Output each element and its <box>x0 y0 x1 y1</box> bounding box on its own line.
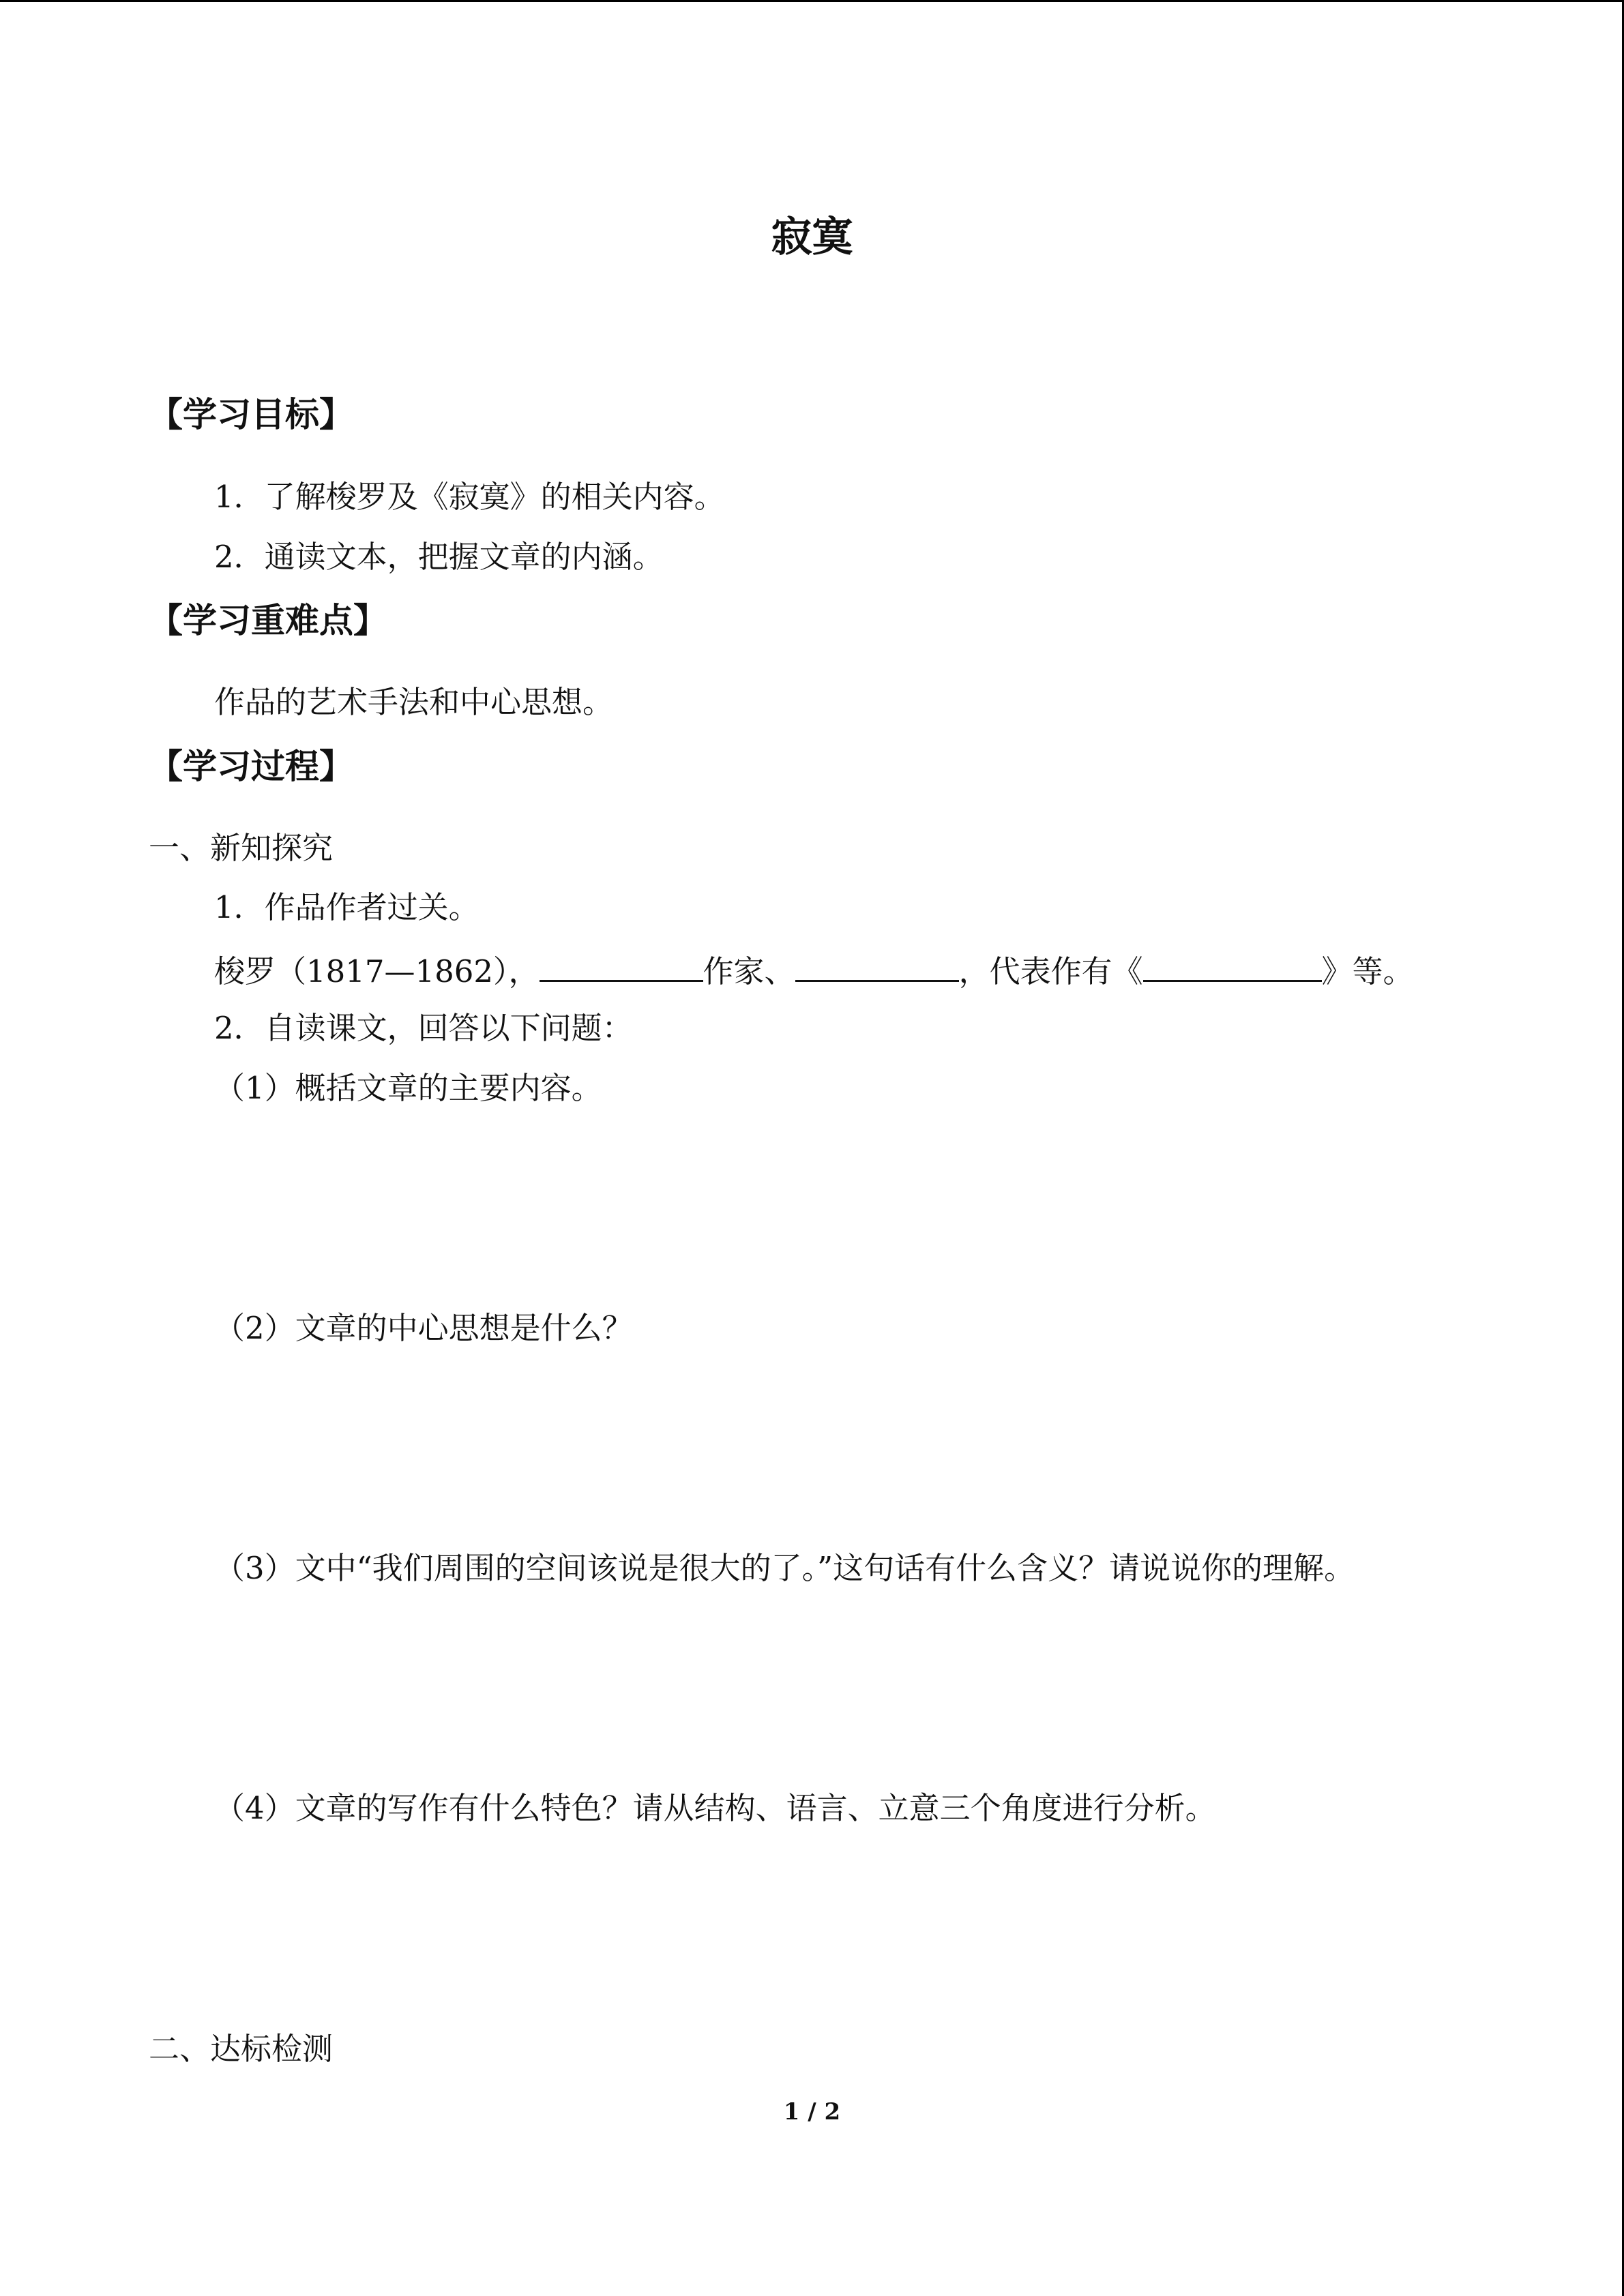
part1-title: 一、新知探究 <box>149 830 334 866</box>
question-1-title: 1．作品作者过关。 <box>214 889 479 925</box>
blank-field-3[interactable] <box>1143 953 1322 982</box>
objective-item-2: 2．通读文本，把握文章的内涵。 <box>214 539 664 575</box>
part2-title: 二、达标检测 <box>149 2031 334 2067</box>
question-2-title: 2．自读课文，回答以下问题： <box>214 1010 633 1046</box>
fill-suffix: 》等。 <box>1321 953 1414 989</box>
blank-field-1[interactable] <box>540 953 703 982</box>
objectives-heading: 【学习目标】 <box>149 395 353 434</box>
sub-question-4: （4）文章的写作有什么特色？请从结构、语言、立意三个角度进行分析。 <box>214 1790 1216 1826</box>
key-points-heading: 【学习重难点】 <box>149 601 387 640</box>
fill-mid-1: 作家、 <box>703 953 795 989</box>
fill-mid-2: ，代表作有《 <box>958 953 1143 989</box>
question-1-fill-line <box>214 953 1414 987</box>
fill-prefix: 梭罗（1817—1862）， <box>214 953 540 989</box>
document-title: 寂寞 <box>771 213 853 261</box>
process-heading: 【学习过程】 <box>149 747 353 786</box>
sub-question-2: （2）文章的中心思想是什么？ <box>214 1310 633 1346</box>
sub-question-1: （1）概括文章的主要内容。 <box>214 1070 602 1106</box>
objective-item-1: 1．了解梭罗及《寂寞》的相关内容。 <box>214 479 725 515</box>
page-border-top <box>0 0 1624 2</box>
page-number: 1 / 2 <box>783 2098 841 2126</box>
key-points-text: 作品的艺术手法和中心思想。 <box>214 684 614 720</box>
sub-question-3: （3）文中“我们周围的空间该说是很大的了。”这句话有什么含义？请说说你的理解。 <box>214 1550 1355 1586</box>
blank-field-2[interactable] <box>795 953 959 982</box>
